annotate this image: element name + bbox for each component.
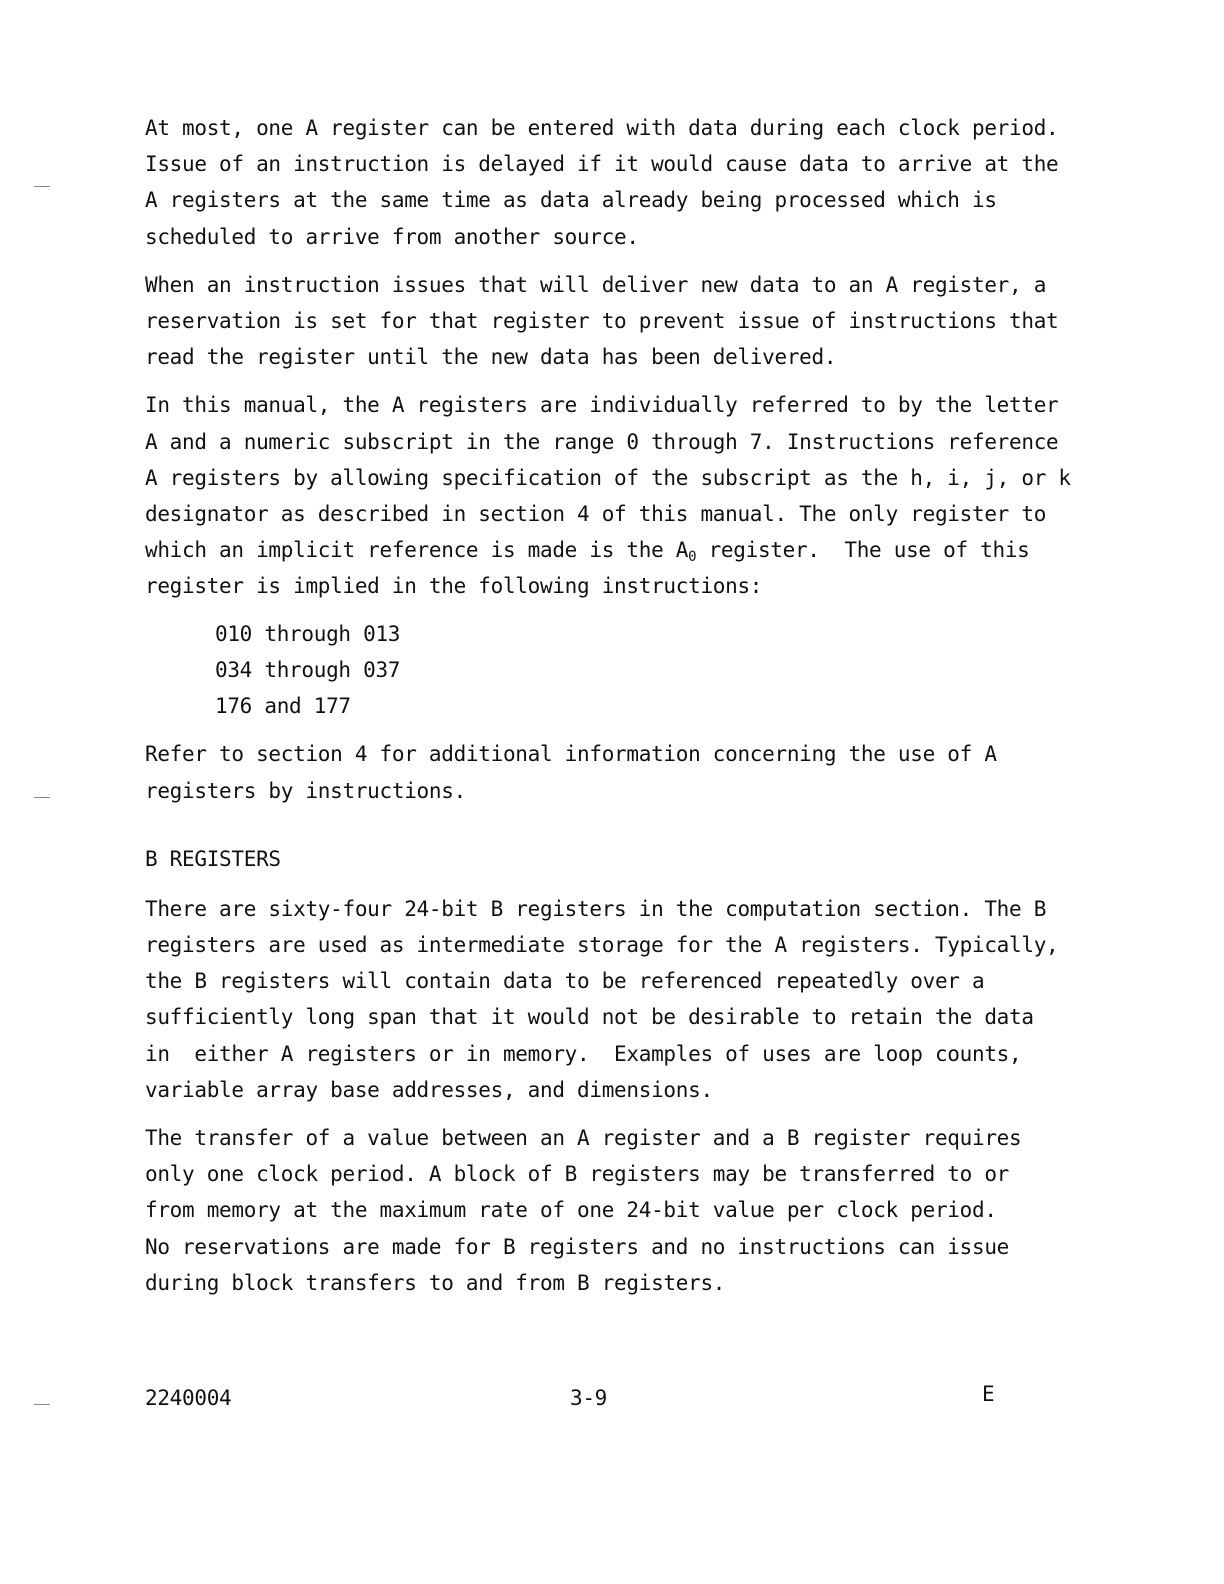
text-line: the B registers will contain data to be referenced repeatedly over a [145, 969, 985, 994]
text-line: designator as described in section 4 of this manual. The only register to [145, 501, 1047, 526]
paragraph-refer [145, 736, 1045, 808]
text-line: No reservations are made for B registers and no instructions can issue [145, 1234, 1010, 1259]
text-line: reservation is set for that register to prevent issue of instructions that [145, 308, 1059, 333]
text-line: read the register until the new data has been delivered. [145, 345, 837, 370]
text-line: At most, one A register can be entered with data during each clock period. [145, 116, 1059, 140]
text-line: There are sixty-four 24-bit B registers in the computation section. The B [145, 896, 1047, 921]
text-line: only one clock period. A block of B registers may be transferred to or [145, 1162, 1010, 1187]
margin-mark [34, 797, 50, 798]
paragraph-a-clock [145, 110, 1059, 255]
paragraph-b-intro [145, 891, 1059, 1108]
text-line: The transfer of a value between an A register and a B register requires [145, 1125, 1022, 1150]
footer-page-number: 3-9 [570, 1386, 608, 1410]
section-heading: B REGISTERS [145, 846, 281, 871]
body-text [145, 110, 1071, 1313]
register-subscript: 0 [688, 549, 697, 566]
text-line: register is implied in the following instructions: [145, 574, 763, 599]
text-line: Issue of an instruction is delayed if it would cause data to arrive at the [145, 152, 1059, 177]
text-line: scheduled to arrive from another source. [145, 224, 639, 249]
list-item: 010 through 013 [215, 622, 401, 647]
text-line-implicit [145, 532, 1045, 568]
margin-mark [34, 1404, 50, 1405]
text-fragment: register. The use of this [696, 538, 1030, 563]
text-line: A and a numeric subscript in the range 0 through 7. Instructions reference [145, 429, 1059, 454]
list-item: 034 through 037 [215, 658, 401, 683]
text-line: in either A registers or in memory. Examples of uses are loop counts, [145, 1041, 1022, 1066]
paragraph-a-manual [145, 387, 1071, 604]
paragraph-a-reservation [145, 267, 1059, 376]
instruction-list [215, 616, 1045, 724]
text-line: variable array base addresses, and dimensions. [145, 1077, 713, 1102]
text-line: Refer to section 4 for additional information concerning the use of A [145, 742, 997, 767]
text-line: during block transfers to and from B registers. [145, 1270, 726, 1295]
footer-doc-number: 2240004 [145, 1386, 232, 1410]
text-line: registers by instructions. [145, 778, 466, 803]
text-line: from memory at the maximum rate of one 24-bit value per clock period. [145, 1198, 997, 1223]
text-line: registers are used as intermediate storage for the A registers. Typically, [145, 933, 1059, 957]
text-line: A registers by allowing specification of the subscript as the h, i, j, or k [145, 465, 1071, 490]
text-fragment: which an implicit reference is made is the A [145, 538, 689, 563]
margin-mark [34, 186, 50, 187]
text-line: sufficiently long span that it would not be desirable to retain the data [145, 1005, 1034, 1030]
list-item: 176 and 177 [215, 694, 351, 719]
text-line: In this manual, the A registers are individually referred to by the letter [145, 393, 1059, 418]
paragraph-b-transfer [145, 1120, 1045, 1301]
text-line: When an instruction issues that will deliver new data to an A register, a [145, 272, 1047, 297]
footer-revision: E [982, 1382, 995, 1406]
text-line: A registers at the same time as data already being processed which is [145, 188, 997, 213]
